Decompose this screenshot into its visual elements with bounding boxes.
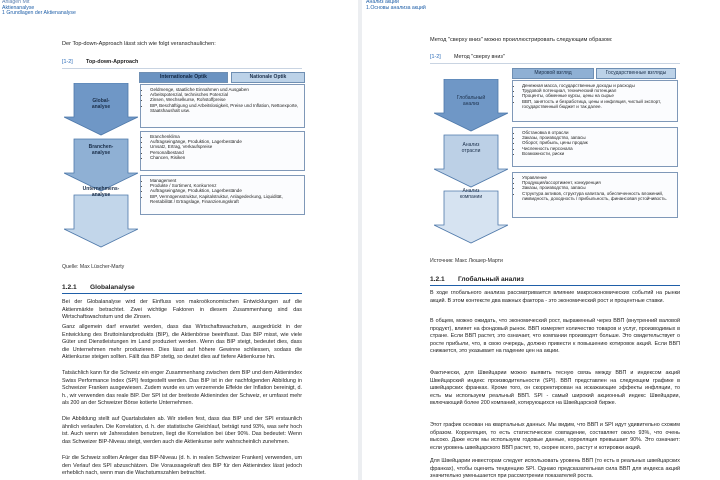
figure-number: [1-2]: [430, 54, 441, 60]
stage-box-branche: [140, 131, 305, 171]
list-item: • Заказы, производство, запасы: [522, 135, 674, 140]
list-item: • Personalbestand: [150, 150, 301, 155]
header-line-1: Анализ акций: [366, 0, 399, 5]
section-number: 1.2.1: [62, 284, 77, 291]
header-line-1: Anlagen Mit: [2, 0, 30, 5]
section-rule: [62, 293, 302, 294]
column-header-international: Internationale Optik: [139, 72, 228, 83]
list-item: • ВВП, занятость и безработица, цены и инфляция, чистый экспорт, государственный бюджет и так далее.: [522, 99, 674, 109]
section-title: Глобальный анализ: [458, 276, 524, 283]
figure-rule: [62, 68, 302, 69]
stage-label-global: Global- analyse: [91, 98, 111, 110]
list-item: • Umsatz, Ertrag, Verkaufspreise: [150, 144, 301, 149]
figure-title: Метод "сверху вниз": [454, 54, 505, 60]
paragraph: Die Abbildung stellt auf Quartalsdaten ab. Wir stellen fest, dass das BIP und der SPI erstaunlich ähnlich verlaufen. Die Korrelation, d. h. der statistische Gleichlauf, beträgt rund 93%, was sehr hoch ist. Auch wenn wir Jahresdaten benutzen, liegt die Korrelation bei über 90%. Das bedeutet: Wenn das Schweizer BIP-Niveau steigt, werden auch die Aktienkurse sehr wahrscheinlich zunehmen.: [62, 416, 302, 445]
list-item: • Структура активов, структура капитала, обеспеченность вложений, ликвидность, доходность / прибыльность, финансовая устойчивость.: [522, 191, 674, 201]
section-rule: [430, 285, 680, 286]
stage-label-unternehmen: Unternehmens- analyse: [82, 186, 120, 198]
paragraph: В ходе глобального анализа рассматривается влияние макроэкономических событий на рынки акций. В этом контексте два важных фактора - это экономический рост и процентные ставки.: [430, 290, 680, 304]
header-line-2: Aktienanalyse: [2, 4, 35, 11]
list-item: • Проценты, обменные курсы, цены на сырье: [522, 93, 674, 98]
paragraph: Для Швейцарии инвесторам следует использовать уровень ВВП (то есть в реальных швейцарских франках), чтобы оценить тенденцию SPI. Однако предсказательная сила ВВП для индекса акций значительно уменьшается при рассмотрении показателей роста.: [430, 458, 680, 480]
list-item: • Geldmenge, staatliche Einnahmen und Ausgaben: [150, 87, 301, 92]
column-header-state: Государственные взгляды: [596, 68, 676, 79]
page-russian: [362, 0, 720, 480]
paragraph: Bei der Globalanalyse wird der Einfluss von makroökonomischen Entwicklungen auf die Aktienmärkte betrachtet. Zwei wichtige Faktoren in diesem Zusammenhang sind das Wirtschaftswachstum und die Zinsen.: [62, 299, 302, 321]
list-item: • Продукция/ассортимент, конкуренция: [522, 180, 674, 185]
stage-label-global: Глобальный анализ: [456, 95, 486, 107]
list-item: • Auftragseingänge, Produktion, Lagerbestände: [150, 139, 301, 144]
paragraph: Этот график основан на квартальных данных. Мы видим, что ВВП и SPI идут удивительно схожим образом. Корреляция, то есть статистическое совпадение, составляет около 93%, что очень высоко. Даже если мы используем годовые данные, корреляция превышает 90%. Это означает: если уровень швейцарского ВВП растет, то, скорее всего, растут и котировки акций.: [430, 422, 680, 451]
list-item: • Chancen, Risiken: [150, 155, 301, 160]
list-item: • Arbeitspotenzial, technisches Potenzial: [150, 92, 301, 97]
figure-number: [1-2]: [62, 59, 73, 65]
list-item: • Management: [150, 178, 301, 183]
stage-label-industry: Анализ отрасли: [461, 142, 481, 154]
list-item: • Управление: [522, 175, 674, 180]
running-header: [366, 0, 426, 11]
paragraph: Фактически, для Швейцарии можно выявить тесную связь между ВВП и индексом акций Швейцарский индекс производительности (SPI). ВВП представлен на следующем графике в швейцарских франках. Кроме того, он скорректирован на искажающие эффекты инфляции, то есть мы используем реальный ВВП. SPI - самый широкий акционный индекс Швейцарии, включающий более 200 компаний, котирующихся на Швейцарской бирже.: [430, 370, 680, 407]
list-item: • Оборот, прибыль, цены продаж: [522, 140, 674, 145]
figure-source: Quelle: Max Lüscher-Marty: [62, 264, 125, 270]
running-header: [2, 0, 76, 17]
stage-box-global: [140, 84, 305, 128]
list-item: • Produkte / Sortiment, Konkurrenz: [150, 183, 301, 188]
stage-label-branche: Branchen- analyse: [88, 144, 114, 156]
column-header-world: Мировой взгляд: [512, 68, 594, 79]
list-item: • Branchenklima: [150, 134, 301, 139]
section-title: Globalanalyse: [90, 284, 135, 291]
list-item: • Возможности, риски: [522, 151, 674, 156]
paragraph: Tatsächlich kann für die Schweiz ein enger Zusammenhang zwischen dem BIP und dem Aktienindex Swiss Performance Index (SPI) festgestellt werden. Das BIP ist in der nachfolgenden Abbildung in Schweizer Franken ausgewiesen. Zudem wurde es um verzerrende Effekte der Inflation bereinigt, d. h., wir verwenden das reale BIP. Der SPI ist der breiteste Aktienindex der Schweiz, er umfasst mehr als 200 an der Schweizer Börse kotierte Unternehmen.: [62, 370, 302, 407]
list-item: • Денежная масса, государственные доходы и расходы: [522, 83, 674, 88]
stage-label-company: Анализ компании: [459, 188, 483, 200]
stage-box-global: [512, 80, 678, 122]
paragraph: Ganz allgemein darf erwartet werden, dass das Wirtschaftswachstum, ausgedrückt in der Entwicklung des Bruttoinlandprodukts (BIP), die Aktienbörse beeinflusst. Das BIP misst, wie viele Güter und Dienstleistungen im Land produziert werden. Wenn das BIP steigt, bedeutet dies, dass die Unternehmen mehr produzieren. Dies lässt auf höhere Gewinne schliessen, sodass die Aktienkurse steigen sollten. Fällt das BIP stetig, so deutet dies auf tiefere Aktienkurse hin.: [62, 324, 302, 361]
figure-rule: [430, 63, 680, 64]
intro-text: Der Top-down-Approach lässt sich wie folgt veranschaulichen:: [62, 41, 216, 47]
stage-box-company: [512, 172, 678, 218]
list-item: • Заказы, производство, запасы: [522, 185, 674, 190]
list-item: • Трудовой потенциал, технический потенциал: [522, 88, 674, 93]
list-item: • Обстановка в отрасли: [522, 130, 674, 135]
page-german: [0, 0, 359, 480]
list-item: • BIP, Beschäftigung und Arbeitslosigkeit, Preise und Inflation, Nettoexporte, Staatshaushalt usw.: [150, 103, 301, 113]
header-line-3: 1 Grundlagen der Aktienanalyse: [2, 10, 76, 17]
section-number: 1.2.1: [430, 276, 445, 283]
stage-box-industry: [512, 127, 678, 167]
list-item: • Auftragseingänge, Produktion, Lagerbestände: [150, 188, 301, 193]
arrow-unternehmen: [64, 195, 138, 247]
list-item: • BIP, Vermögensstruktur, Kapitalstruktur, Anlagedeckung, Liquidität, Rentabilität / Ertragslage, Finanzierungskraft: [150, 194, 301, 204]
column-header-national: Nationale Optik: [231, 72, 305, 83]
stage-box-unternehmen: [140, 175, 305, 215]
intro-text: Метод "сверху вниз" можно проиллюстрировать следующим образом:: [430, 37, 613, 43]
list-item: • Численность персонала: [522, 146, 674, 151]
paragraph: Für die Schweiz sollten Anleger das BIP-Niveau (d. h. in realen Schweizer Franken) verwenden, um den Verlauf des SPI abzuschätzen. Die Voraussagekraft des BIP für den Aktienindex lässt jedoch erheblich nach, wenn man die Wachstumszahlen betrachtet.: [62, 455, 302, 477]
header-line-2: 1.Основы анализа акций: [366, 4, 426, 11]
paragraph: В общем, можно ожидать, что экономический рост, выраженный через ВВП (внутренний валовой продукт), влияет на фондовый рынок. ВВП измеряет количество товаров и услуг, производимых в стране. Если ВВП растет, это означает, что компании производят больше. Это свидетельствует о росте прибыли, что, в свою очередь, должно привести к повышению котировок акций. Если ВВП снижается, это указывает на падение цен на акции.: [430, 318, 680, 355]
figure-title: Top-down-Approach: [86, 59, 139, 65]
list-item: • Zinsen, Wechselkurse, Rohstoffpreise: [150, 97, 301, 102]
figure-source: Источник: Макс Люшер-Марти: [430, 258, 503, 264]
